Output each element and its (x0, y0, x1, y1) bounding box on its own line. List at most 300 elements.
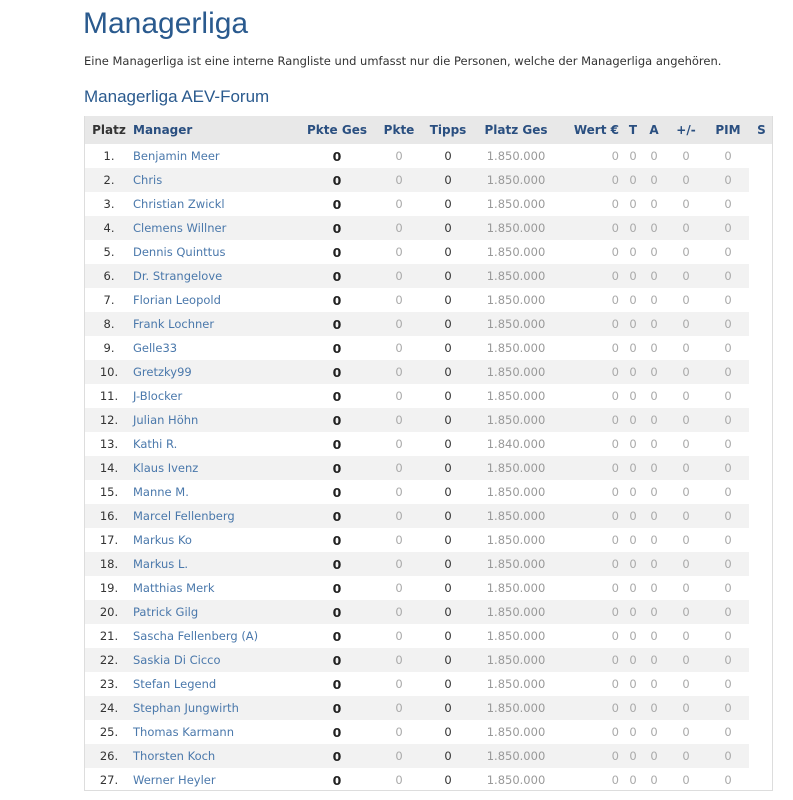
header-tipps[interactable]: Tipps (425, 116, 471, 144)
pim-cell: 0 (724, 725, 732, 739)
plus-minus-cell: 0 (665, 360, 707, 384)
plus-minus-cell: 0 (665, 600, 707, 624)
s-cell (749, 432, 773, 456)
platz-ges-cell: 1.850.000 (471, 360, 561, 384)
a-cell: 0 (643, 408, 665, 432)
manager-link[interactable]: Christian Zwickl (133, 197, 225, 211)
tipps-cell: 0 (444, 293, 452, 307)
pkte-ges-cell: 0 (301, 696, 373, 720)
wert-cell: 0 (561, 456, 623, 480)
t-cell: 0 (623, 648, 643, 672)
table-row (85, 456, 773, 480)
pim-cell: 0 (707, 600, 749, 624)
pim-cell: 0 (724, 581, 732, 595)
table-row (85, 768, 773, 791)
wert-cell: 0 (561, 696, 623, 720)
rank-cell: 15. (99, 485, 119, 499)
manager-cell (133, 744, 301, 768)
wert-cell: 0 (611, 197, 619, 211)
manager-link[interactable]: Marcel Fellenberg (133, 509, 235, 523)
plus-minus-cell: 0 (665, 552, 707, 576)
t-cell: 0 (629, 245, 637, 259)
manager-cell (133, 576, 301, 600)
pkte-ges-cell: 0 (332, 388, 342, 404)
plus-minus-cell: 0 (665, 168, 707, 192)
platz-ges-cell: 1.850.000 (486, 341, 546, 355)
platz-ges-cell: 1.850.000 (471, 504, 561, 528)
header-platz[interactable]: Platz (85, 116, 133, 144)
t-cell: 0 (623, 408, 643, 432)
pim-cell: 0 (707, 216, 749, 240)
plus-minus-cell: 0 (682, 149, 690, 163)
tipps-cell: 0 (425, 168, 471, 192)
manager-link[interactable]: Gretzky99 (133, 365, 192, 379)
manager-cell (133, 696, 301, 720)
pkte-cell: 0 (373, 648, 425, 672)
page-title: Managerliga (83, 7, 249, 40)
rank-cell: 17. (99, 533, 119, 547)
t-cell: 0 (623, 168, 643, 192)
manager-cell (133, 552, 301, 576)
pkte-cell: 0 (373, 456, 425, 480)
wert-cell: 0 (611, 293, 619, 307)
pkte-ges-cell: 0 (301, 360, 373, 384)
header-a[interactable]: A (643, 116, 665, 144)
s-cell (749, 240, 773, 264)
tipps-cell: 0 (425, 744, 471, 768)
pkte-cell: 0 (395, 389, 403, 403)
rank-cell: 22. (85, 648, 133, 672)
platz-ges-cell: 1.850.000 (471, 744, 561, 768)
manager-link[interactable]: Manne M. (133, 485, 189, 499)
tipps-cell: 0 (425, 648, 471, 672)
pkte-cell: 0 (395, 533, 403, 547)
pim-cell: 0 (707, 408, 749, 432)
rank-cell: 20. (85, 600, 133, 624)
pkte-ges-cell: 0 (332, 244, 342, 260)
table-row (85, 384, 773, 408)
rank-cell: 9. (103, 341, 115, 355)
pkte-ges-cell: 0 (301, 456, 373, 480)
tipps-cell: 0 (425, 312, 471, 336)
tipps-cell: 0 (425, 600, 471, 624)
ranking-table-container (84, 116, 773, 791)
manager-link[interactable]: Markus Ko (133, 533, 192, 547)
manager-cell (133, 600, 301, 624)
table-row (85, 360, 773, 384)
pkte-ges-cell: 0 (332, 196, 342, 212)
manager-link[interactable]: Kathi R. (133, 437, 178, 451)
wert-cell: 0 (561, 216, 623, 240)
plus-minus-cell: 0 (682, 437, 690, 451)
manager-link[interactable]: Werner Heyler (133, 773, 216, 787)
pkte-cell: 0 (395, 581, 403, 595)
a-cell: 0 (643, 744, 665, 768)
s-cell (749, 144, 773, 168)
plus-minus-cell: 0 (682, 629, 690, 643)
rank-cell: 8. (85, 312, 133, 336)
pkte-ges-cell: 0 (332, 772, 342, 788)
t-cell: 0 (629, 533, 637, 547)
pkte-cell: 0 (373, 408, 425, 432)
platz-ges-cell: 1.850.000 (471, 216, 561, 240)
s-cell (749, 384, 773, 408)
manager-cell (133, 504, 301, 528)
manager-cell (133, 312, 301, 336)
platz-ges-cell: 1.850.000 (486, 485, 546, 499)
t-cell: 0 (623, 696, 643, 720)
table-row (85, 528, 773, 552)
manager-link[interactable]: Klaus Ivenz (133, 461, 199, 475)
plus-minus-cell: 0 (665, 696, 707, 720)
table-body (85, 144, 773, 791)
table-row (85, 720, 773, 744)
a-cell: 0 (643, 312, 665, 336)
wert-cell: 0 (611, 629, 619, 643)
s-cell (749, 744, 773, 768)
platz-ges-cell: 1.850.000 (471, 552, 561, 576)
header-t[interactable]: T (623, 116, 643, 144)
header-manager[interactable]: Manager (133, 116, 301, 144)
platz-ges-cell: 1.850.000 (471, 456, 561, 480)
manager-link[interactable]: Frank Lochner (133, 317, 215, 331)
tipps-cell: 0 (425, 360, 471, 384)
a-cell: 0 (650, 533, 658, 547)
plus-minus-cell: 0 (665, 408, 707, 432)
t-cell: 0 (629, 629, 637, 643)
pkte-cell: 0 (395, 149, 403, 163)
wert-cell: 0 (611, 677, 619, 691)
header-wert[interactable]: Wert € (561, 116, 623, 144)
platz-ges-cell: 1.850.000 (486, 293, 546, 307)
tipps-cell: 0 (444, 629, 452, 643)
manager-cell (133, 432, 301, 456)
t-cell: 0 (623, 456, 643, 480)
tipps-cell: 0 (444, 341, 452, 355)
t-cell: 0 (623, 504, 643, 528)
pkte-cell: 0 (395, 293, 403, 307)
tipps-cell: 0 (444, 149, 452, 163)
table-row (85, 408, 773, 432)
pkte-ges-cell: 0 (332, 724, 342, 740)
a-cell: 0 (650, 341, 658, 355)
tipps-cell: 0 (444, 197, 452, 211)
a-cell: 0 (650, 725, 658, 739)
tipps-cell: 0 (425, 264, 471, 288)
platz-ges-cell: 1.850.000 (471, 696, 561, 720)
rank-cell: 10. (85, 360, 133, 384)
plus-minus-cell: 0 (665, 456, 707, 480)
a-cell: 0 (643, 360, 665, 384)
pim-cell: 0 (724, 437, 732, 451)
pim-cell: 0 (707, 504, 749, 528)
a-cell: 0 (650, 197, 658, 211)
pim-cell: 0 (707, 456, 749, 480)
manager-link[interactable]: Dennis Quinttus (133, 245, 226, 259)
pkte-ges-cell: 0 (301, 648, 373, 672)
t-cell: 0 (623, 216, 643, 240)
header-s[interactable]: S (749, 116, 773, 144)
s-cell (749, 336, 773, 360)
s-cell (749, 696, 773, 720)
tipps-cell: 0 (444, 389, 452, 403)
rank-cell: 4. (85, 216, 133, 240)
wert-cell: 0 (611, 341, 619, 355)
s-cell (749, 264, 773, 288)
a-cell: 0 (643, 504, 665, 528)
table-row (85, 648, 773, 672)
manager-link[interactable]: Dr. Strangelove (133, 269, 223, 283)
manager-cell (133, 408, 301, 432)
t-cell: 0 (623, 600, 643, 624)
pkte-ges-cell: 0 (301, 408, 373, 432)
manager-cell (133, 360, 301, 384)
rank-cell: 16. (85, 504, 133, 528)
plus-minus-cell: 0 (682, 581, 690, 595)
table-row (85, 288, 773, 312)
pkte-cell: 0 (373, 264, 425, 288)
tipps-cell: 0 (425, 456, 471, 480)
manager-cell (133, 384, 301, 408)
manager-link[interactable]: Clemens Willner (133, 221, 227, 235)
manager-link[interactable]: Saskia Di Cicco (133, 653, 221, 667)
manager-cell (133, 192, 301, 216)
header-platz-ges[interactable]: Platz Ges (471, 116, 561, 144)
t-cell: 0 (629, 677, 637, 691)
wert-cell: 0 (561, 168, 623, 192)
pkte-cell: 0 (395, 245, 403, 259)
platz-ges-cell: 1.850.000 (486, 581, 546, 595)
wert-cell: 0 (561, 648, 623, 672)
a-cell: 0 (643, 168, 665, 192)
table-row (85, 336, 773, 360)
table-row (85, 744, 773, 768)
header-plus-minus[interactable]: +/- (665, 116, 707, 144)
pim-cell: 0 (724, 773, 732, 787)
header-pim[interactable]: PIM (707, 116, 749, 144)
plus-minus-cell: 0 (682, 725, 690, 739)
rank-cell: 12. (85, 408, 133, 432)
pkte-ges-cell: 0 (301, 600, 373, 624)
a-cell: 0 (650, 245, 658, 259)
wert-cell: 0 (561, 552, 623, 576)
s-cell (749, 720, 773, 744)
manager-link[interactable]: Stephan Jungwirth (133, 701, 239, 715)
manager-link[interactable]: Chris (133, 173, 163, 187)
tipps-cell: 0 (444, 533, 452, 547)
manager-cell (133, 456, 301, 480)
wert-cell: 0 (561, 504, 623, 528)
pkte-cell: 0 (395, 485, 403, 499)
rank-cell: 2. (85, 168, 133, 192)
pkte-cell: 0 (373, 744, 425, 768)
plus-minus-cell: 0 (665, 312, 707, 336)
wert-cell: 0 (561, 360, 623, 384)
plus-minus-cell: 0 (682, 485, 690, 499)
table-row (85, 600, 773, 624)
wert-cell: 0 (611, 245, 619, 259)
pkte-ges-cell: 0 (332, 628, 342, 644)
pkte-ges-cell: 0 (332, 340, 342, 356)
rank-cell: 1. (103, 149, 115, 163)
manager-link[interactable]: Stefan Legend (133, 677, 217, 691)
manager-cell (133, 264, 301, 288)
tipps-cell: 0 (444, 485, 452, 499)
a-cell: 0 (650, 293, 658, 307)
table-header-row (85, 116, 773, 144)
tipps-cell: 0 (444, 677, 452, 691)
header-pkte[interactable]: Pkte (373, 116, 425, 144)
plus-minus-cell: 0 (682, 389, 690, 403)
table-row (85, 240, 773, 264)
rank-cell: 19. (99, 581, 119, 595)
rank-cell: 7. (103, 293, 115, 307)
manager-cell (133, 336, 301, 360)
s-cell (749, 600, 773, 624)
platz-ges-cell: 1.850.000 (486, 725, 546, 739)
manager-cell (133, 240, 301, 264)
s-cell (749, 648, 773, 672)
league-title: Managerliga AEV-Forum (84, 87, 270, 106)
s-cell (749, 312, 773, 336)
pkte-cell: 0 (395, 725, 403, 739)
platz-ges-cell: 1.850.000 (471, 600, 561, 624)
platz-ges-cell: 1.850.000 (486, 197, 546, 211)
manager-cell (133, 216, 301, 240)
pkte-ges-cell: 0 (301, 168, 373, 192)
header-pkte-ges[interactable]: Pkte Ges (301, 116, 373, 144)
manager-link[interactable]: Matthias Merk (133, 581, 215, 595)
pkte-cell: 0 (395, 773, 403, 787)
table-row (85, 696, 773, 720)
platz-ges-cell: 1.850.000 (471, 168, 561, 192)
pim-cell: 0 (724, 629, 732, 643)
manager-link[interactable]: Patrick Gilg (133, 605, 199, 619)
manager-cell (133, 168, 301, 192)
t-cell: 0 (623, 264, 643, 288)
pim-cell: 0 (724, 149, 732, 163)
manager-link[interactable]: Julian Höhn (133, 413, 199, 427)
s-cell (749, 408, 773, 432)
table-row (85, 432, 773, 456)
pim-cell: 0 (707, 312, 749, 336)
pkte-ges-cell: 0 (301, 312, 373, 336)
table-row (85, 624, 773, 648)
a-cell: 0 (650, 581, 658, 595)
manager-link[interactable]: Markus L. (133, 557, 189, 571)
platz-ges-cell: 1.850.000 (486, 533, 546, 547)
manager-link[interactable]: Florian Leopold (133, 293, 221, 307)
plus-minus-cell: 0 (682, 341, 690, 355)
pkte-ges-cell: 0 (301, 504, 373, 528)
t-cell: 0 (629, 485, 637, 499)
manager-link[interactable]: Gelle33 (133, 341, 178, 355)
manager-link[interactable]: Thorsten Koch (133, 749, 216, 763)
manager-link[interactable]: Thomas Karmann (133, 725, 234, 739)
manager-link[interactable]: Benjamin Meer (133, 149, 220, 163)
tipps-cell: 0 (444, 773, 452, 787)
plus-minus-cell: 0 (682, 773, 690, 787)
t-cell: 0 (623, 360, 643, 384)
pim-cell: 0 (724, 485, 732, 499)
pkte-cell: 0 (373, 168, 425, 192)
platz-ges-cell: 1.850.000 (486, 629, 546, 643)
t-cell: 0 (629, 389, 637, 403)
s-cell (749, 624, 773, 648)
wert-cell: 0 (561, 408, 623, 432)
pkte-ges-cell: 0 (332, 580, 342, 596)
pkte-cell: 0 (373, 600, 425, 624)
manager-link[interactable]: Sascha Fellenberg (A) (133, 629, 259, 643)
t-cell: 0 (623, 552, 643, 576)
s-cell (749, 552, 773, 576)
rank-cell: 26. (85, 744, 133, 768)
rank-cell: 14. (85, 456, 133, 480)
tipps-cell: 0 (425, 408, 471, 432)
table-row (85, 672, 773, 696)
manager-cell (133, 480, 301, 504)
s-cell (749, 288, 773, 312)
pim-cell: 0 (707, 264, 749, 288)
rank-cell: 25. (99, 725, 119, 739)
manager-link[interactable]: J-Blocker (133, 389, 183, 403)
manager-cell (133, 672, 301, 696)
pkte-cell: 0 (373, 216, 425, 240)
manager-cell (133, 720, 301, 744)
plus-minus-cell: 0 (682, 245, 690, 259)
manager-cell (133, 624, 301, 648)
manager-cell (133, 768, 301, 791)
s-cell (749, 480, 773, 504)
wert-cell: 0 (611, 437, 619, 451)
pim-cell: 0 (724, 293, 732, 307)
plus-minus-cell: 0 (682, 293, 690, 307)
s-cell (749, 528, 773, 552)
rank-cell: 6. (85, 264, 133, 288)
pim-cell: 0 (707, 744, 749, 768)
table-row (85, 216, 773, 240)
rank-cell: 27. (99, 773, 119, 787)
wert-cell: 0 (611, 581, 619, 595)
platz-ges-cell: 1.850.000 (471, 648, 561, 672)
pkte-ges-cell: 0 (301, 216, 373, 240)
wert-cell: 0 (611, 533, 619, 547)
t-cell: 0 (629, 581, 637, 595)
s-cell (749, 456, 773, 480)
pkte-cell: 0 (395, 677, 403, 691)
pkte-ges-cell: 0 (332, 532, 342, 548)
pim-cell: 0 (724, 197, 732, 211)
pim-cell: 0 (707, 696, 749, 720)
pim-cell: 0 (724, 533, 732, 547)
wert-cell: 0 (611, 773, 619, 787)
s-cell (749, 576, 773, 600)
plus-minus-cell: 0 (665, 264, 707, 288)
a-cell: 0 (643, 648, 665, 672)
wert-cell: 0 (611, 389, 619, 403)
s-cell (749, 504, 773, 528)
a-cell: 0 (650, 389, 658, 403)
intro-text: Eine Managerliga ist eine interne Rangliste und umfasst nur die Personen, welche der Managerliga angehören. (84, 54, 722, 68)
tipps-cell: 0 (425, 504, 471, 528)
plus-minus-cell: 0 (682, 533, 690, 547)
manager-cell (133, 144, 301, 168)
pkte-cell: 0 (373, 552, 425, 576)
manager-cell (133, 648, 301, 672)
tipps-cell: 0 (444, 245, 452, 259)
pkte-cell: 0 (395, 629, 403, 643)
t-cell: 0 (629, 149, 637, 163)
